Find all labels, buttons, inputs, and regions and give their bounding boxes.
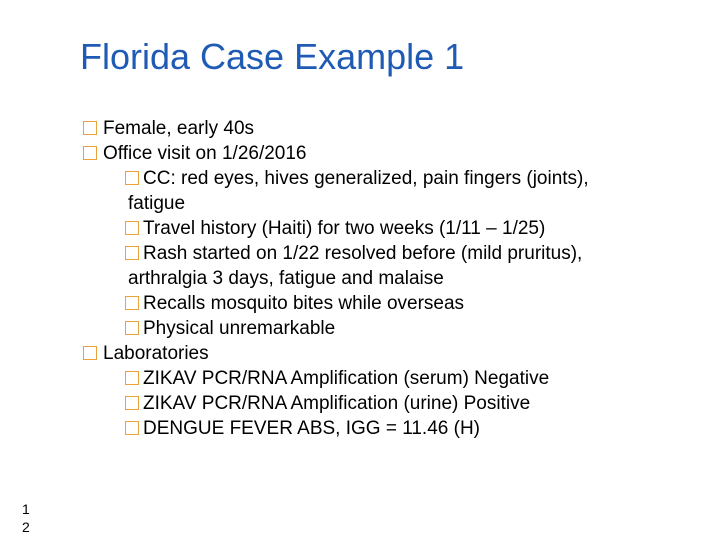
bullet-box-icon (125, 396, 139, 410)
sub-bullet-item (80, 391, 700, 416)
bullet-text: DENGUE FEVER ABS, IGG = 11.46 (H) (143, 418, 480, 439)
sub-bullet-item (80, 416, 700, 441)
bullet-box-icon (125, 221, 139, 235)
slide-title: Florida Case Example 1 (80, 36, 465, 77)
bullet-text-continuation: fatigue (128, 193, 186, 214)
slide-number (22, 500, 30, 536)
bullet-text: CC: red eyes, hives generalized, pain fingers (joints), (143, 168, 589, 189)
bullet-box-icon (83, 146, 97, 160)
sub-bullet-item (80, 366, 700, 391)
sub-bullet-item (80, 241, 700, 266)
sub-bullet-item (80, 216, 700, 241)
sub-bullet-item (80, 166, 700, 191)
bullet-text: Office visit on 1/26/2016 (103, 143, 307, 164)
bullet-text: ZIKAV PCR/RNA Amplification (serum) Negative (143, 368, 550, 389)
bullet-text: Female, early 40s (103, 118, 255, 139)
bullet-text: Travel history (Haiti) for two weeks (1/11 – 1/25) (143, 218, 546, 239)
sub-bullet-continuation (80, 266, 700, 291)
bullet-box-icon (125, 321, 139, 335)
bullet-text: ZIKAV PCR/RNA Amplification (urine) Positive (143, 393, 531, 414)
bullet-list (80, 116, 700, 441)
bullet-box-icon (125, 296, 139, 310)
bullet-item (80, 141, 700, 166)
bullet-box-icon (83, 346, 97, 360)
slide-number-line1: 1 (22, 501, 30, 517)
bullet-item (80, 116, 700, 141)
bullet-box-icon (125, 246, 139, 260)
sub-bullet-item (80, 291, 700, 316)
bullet-box-icon (83, 121, 97, 135)
bullet-box-icon (125, 421, 139, 435)
bullet-box-icon (125, 371, 139, 385)
bullet-text: Laboratories (103, 343, 209, 364)
sub-bullet-item (80, 316, 700, 341)
bullet-box-icon (125, 171, 139, 185)
bullet-text: Rash started on 1/22 resolved before (mild pruritus), (143, 243, 583, 264)
bullet-text-continuation: arthralgia 3 days, fatigue and malaise (128, 268, 444, 289)
bullet-text: Recalls mosquito bites while overseas (143, 293, 465, 314)
bullet-item (80, 341, 700, 366)
slide-number-line2: 2 (22, 519, 30, 535)
sub-bullet-continuation (80, 191, 700, 216)
bullet-text: Physical unremarkable (143, 318, 336, 339)
